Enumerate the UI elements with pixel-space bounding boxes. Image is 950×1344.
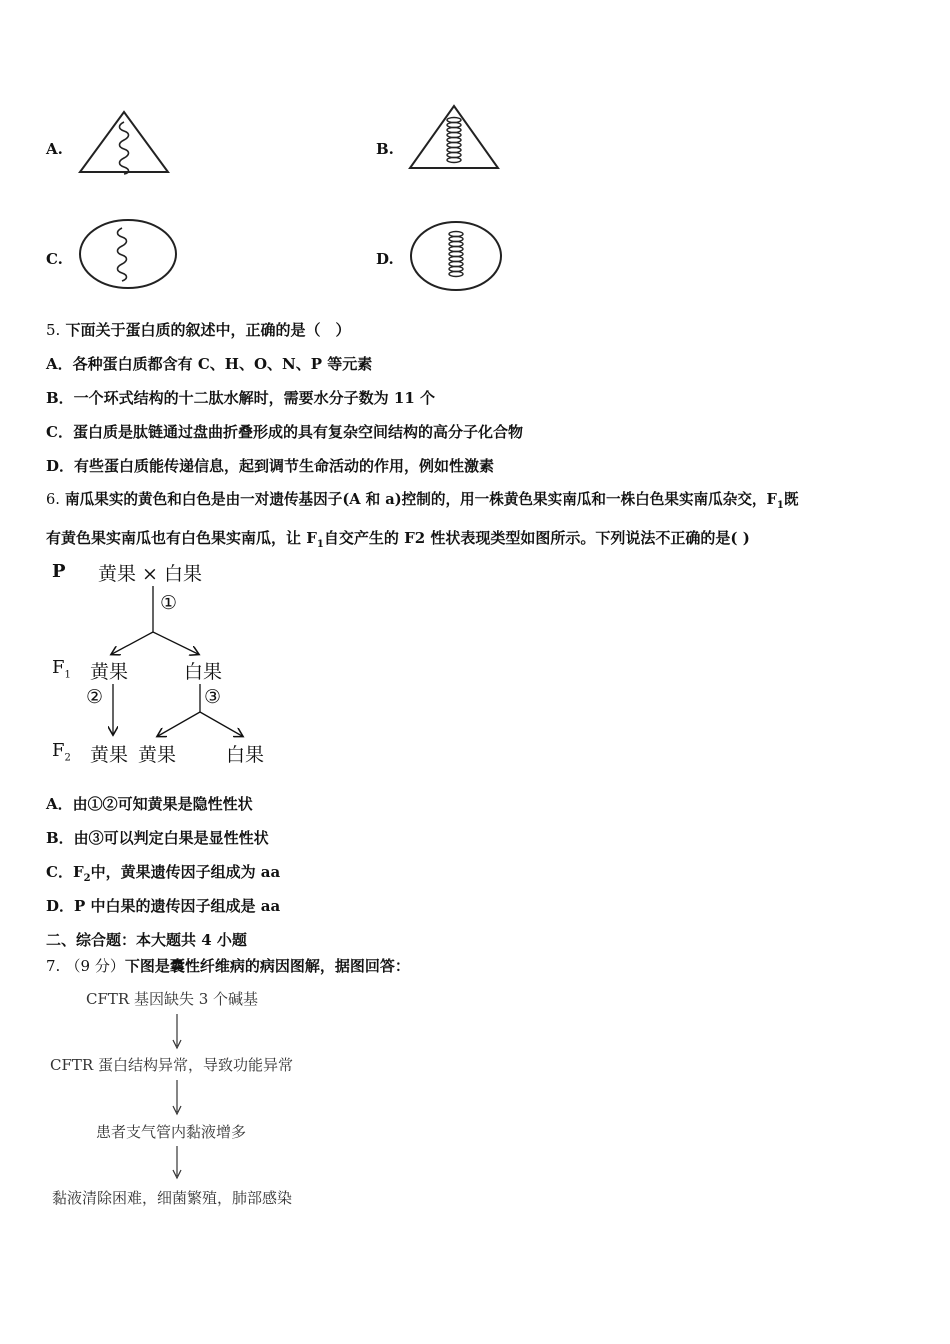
diagram-f2-yellow-2: 黄果	[138, 744, 177, 766]
q6-stem-line1: 6. 南瓜果实的黄色和白色是由一对遗传基因子(A 和 a)控制的，用一株黄色果实南瓜和一株白色果实南瓜杂交，$F_1$既	[46, 491, 799, 511]
diagram-p-cross: 黄果 × 白果	[98, 563, 202, 585]
diagram-f1-white: 白果	[184, 661, 223, 683]
q6-option-a: A．由①②可知黄果是隐性性状	[46, 795, 253, 813]
q5-option-b: B．一个环式结构的十二肽水解时，需要水分子数为 11 个	[46, 389, 435, 407]
option-a-triangle-figure	[76, 108, 172, 176]
flow-step: CFTR 蛋白结构异常，导致功能异常	[50, 1056, 293, 1074]
section-2-heading: 二、综合题：本大题共 4 小题	[46, 931, 247, 949]
q5-stem: 5. 下面关于蛋白质的叙述中，正确的是（ ）	[46, 321, 351, 339]
option-b-label: B.	[376, 140, 394, 158]
option-a-label: A.	[46, 140, 63, 158]
diagram-f1-label: $F_1$	[52, 657, 71, 681]
q6-option-b: B．由③可以判定白果是显性性状	[46, 829, 269, 847]
q7-stem: 7. （9 分）下图是囊性纤维病的病因图解，据图回答：	[46, 957, 410, 975]
flow-arrows	[160, 1010, 200, 1190]
flow-step: 黏液清除困难，细菌繁殖，肺部感染	[52, 1189, 293, 1207]
flow-step: CFTR 基因缺失 3 个碱基	[86, 990, 259, 1008]
q6-stem-line2: 有黄色果实南瓜也有白色果实南瓜，让 $F_1$自交产生的 F2 性状表现类型如图所示。下列说法不正确的是( )	[46, 529, 750, 550]
diagram-f2-yellow-1: 黄果	[90, 744, 129, 766]
diagram-f2-label: $F_2$	[52, 740, 71, 764]
q5-option-a: A．各种蛋白质都含有 C、H、O、N、P 等元素	[46, 355, 373, 373]
option-c-label: C.	[46, 250, 63, 268]
q5-option-c: C．蛋白质是肽链通过盘曲折叠形成的具有复杂空间结构的高分子化合物	[46, 423, 523, 441]
diagram-step-1: ①	[160, 592, 178, 614]
option-b-triangle-figure	[406, 104, 502, 172]
diagram-f1-yellow: 黄果	[90, 661, 129, 683]
diagram-step-3: ③	[204, 686, 222, 708]
q5-option-d: D．有些蛋白质能传递信息，起到调节生命活动的作用，例如性激素	[46, 457, 495, 475]
flow-step: 患者支气管内黏液增多	[96, 1123, 247, 1141]
option-c-ellipse-figure	[76, 216, 180, 292]
option-d-label: D.	[376, 250, 394, 268]
diagram-p-label: P	[52, 561, 66, 582]
q6-option-c: C．$F_2$中，黄果遗传因子组成为 aa	[46, 863, 281, 884]
diagram-arrows	[40, 560, 280, 760]
option-d-ellipse-figure	[408, 218, 506, 294]
q6-option-d: D．P 中白果的遗传因子组成是 aa	[46, 897, 281, 915]
diagram-step-2: ②	[86, 686, 104, 708]
diagram-f2-white: 白果	[226, 744, 265, 766]
